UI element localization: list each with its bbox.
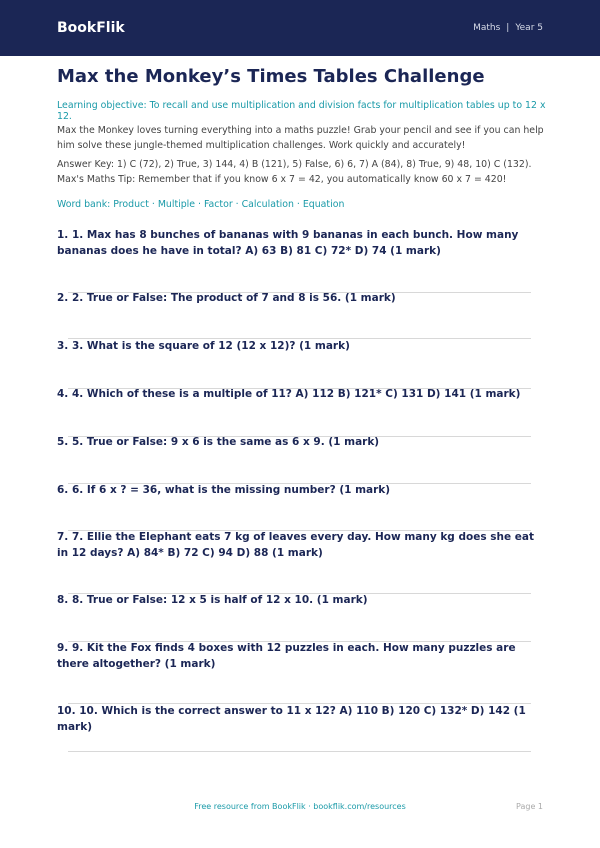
question-3: 3. 3. What is the square of 12 (12 x 12)? (1 mark) [57, 340, 350, 352]
question-10: 10. 10. Which is the correct answer to 11 x 12? A) 110 B) 120 C) 132* D) 142 (1 mark) [57, 705, 526, 733]
page-title: Max the Monkey’s Times Tables Challenge [57, 66, 485, 87]
breadcrumb-year: Year 5 [515, 23, 543, 33]
question-8: 8. 8. True or False: 12 x 5 is half of 12 x 10. (1 mark) [57, 594, 368, 606]
word-bank: Word bank: Product · Multiple · Factor · Calculation · Equation [57, 199, 345, 210]
intro-text: Max the Monkey loves turning everything into a maths puzzle! Grab your pencil and see if you can help him solve these jungle-themed multiplication challenges. Work quickly and accurately! [57, 125, 544, 151]
brand-logo-link[interactable]: BookFlik [57, 20, 125, 36]
breadcrumb-subject: Maths [473, 23, 501, 33]
answer-key-block [57, 158, 547, 187]
maths-tip: Max's Maths Tip: Remember that if you know 6 x 7 = 42, you automatically know 60 x 7 = 420! [57, 173, 507, 185]
header-bar [0, 0, 600, 56]
question-2: 2. 2. True or False: The product of 7 and 8 is 56. (1 mark) [57, 292, 396, 304]
answer-key: Answer Key: 1) C (72), 2) True, 3) 144, 4) B (121), 5) False, 6) 6, 7) A (84), 8) True, 9) 48, 10) C (132). [57, 159, 532, 170]
footer-resource-link[interactable]: Free resource from BookFlik · bookflik.com/resources [194, 802, 406, 811]
question-7: 7. 7. Ellie the Elephant eats 7 kg of leaves every day. How many kg does she eat in 12 days? A) 84* B) 72 C) 94 D) 88 (1 mark) [57, 531, 534, 559]
breadcrumb [473, 23, 543, 33]
question-1: 1. 1. Max has 8 bunches of bananas with 9 bananas in each bunch. How many bananas does he have in total? A) 63 B) 81 C) 72* D) 74 (1 mark) [57, 229, 519, 257]
learning-objective: Learning objective: To recall and use multiplication and division facts for multiplication tables up to 12 x 12. [57, 100, 546, 122]
question-4: 4. 4. Which of these is a multiple of 11? A) 112 B) 121* C) 131 D) 141 (1 mark) [57, 388, 521, 400]
question-5: 5. 5. True or False: 9 x 6 is the same as 6 x 9. (1 mark) [57, 436, 380, 448]
breadcrumb-separator: | [506, 23, 510, 33]
answer-line-10[interactable] [68, 751, 531, 752]
question-6: 6. 6. If 6 x ? = 36, what is the missing number? (1 mark) [57, 484, 391, 496]
page-number: Page 1 [516, 802, 543, 811]
question-9: 9. 9. Kit the Fox finds 4 boxes with 12 puzzles in each. How many puzzles are there altogether? (1 mark) [57, 642, 516, 670]
